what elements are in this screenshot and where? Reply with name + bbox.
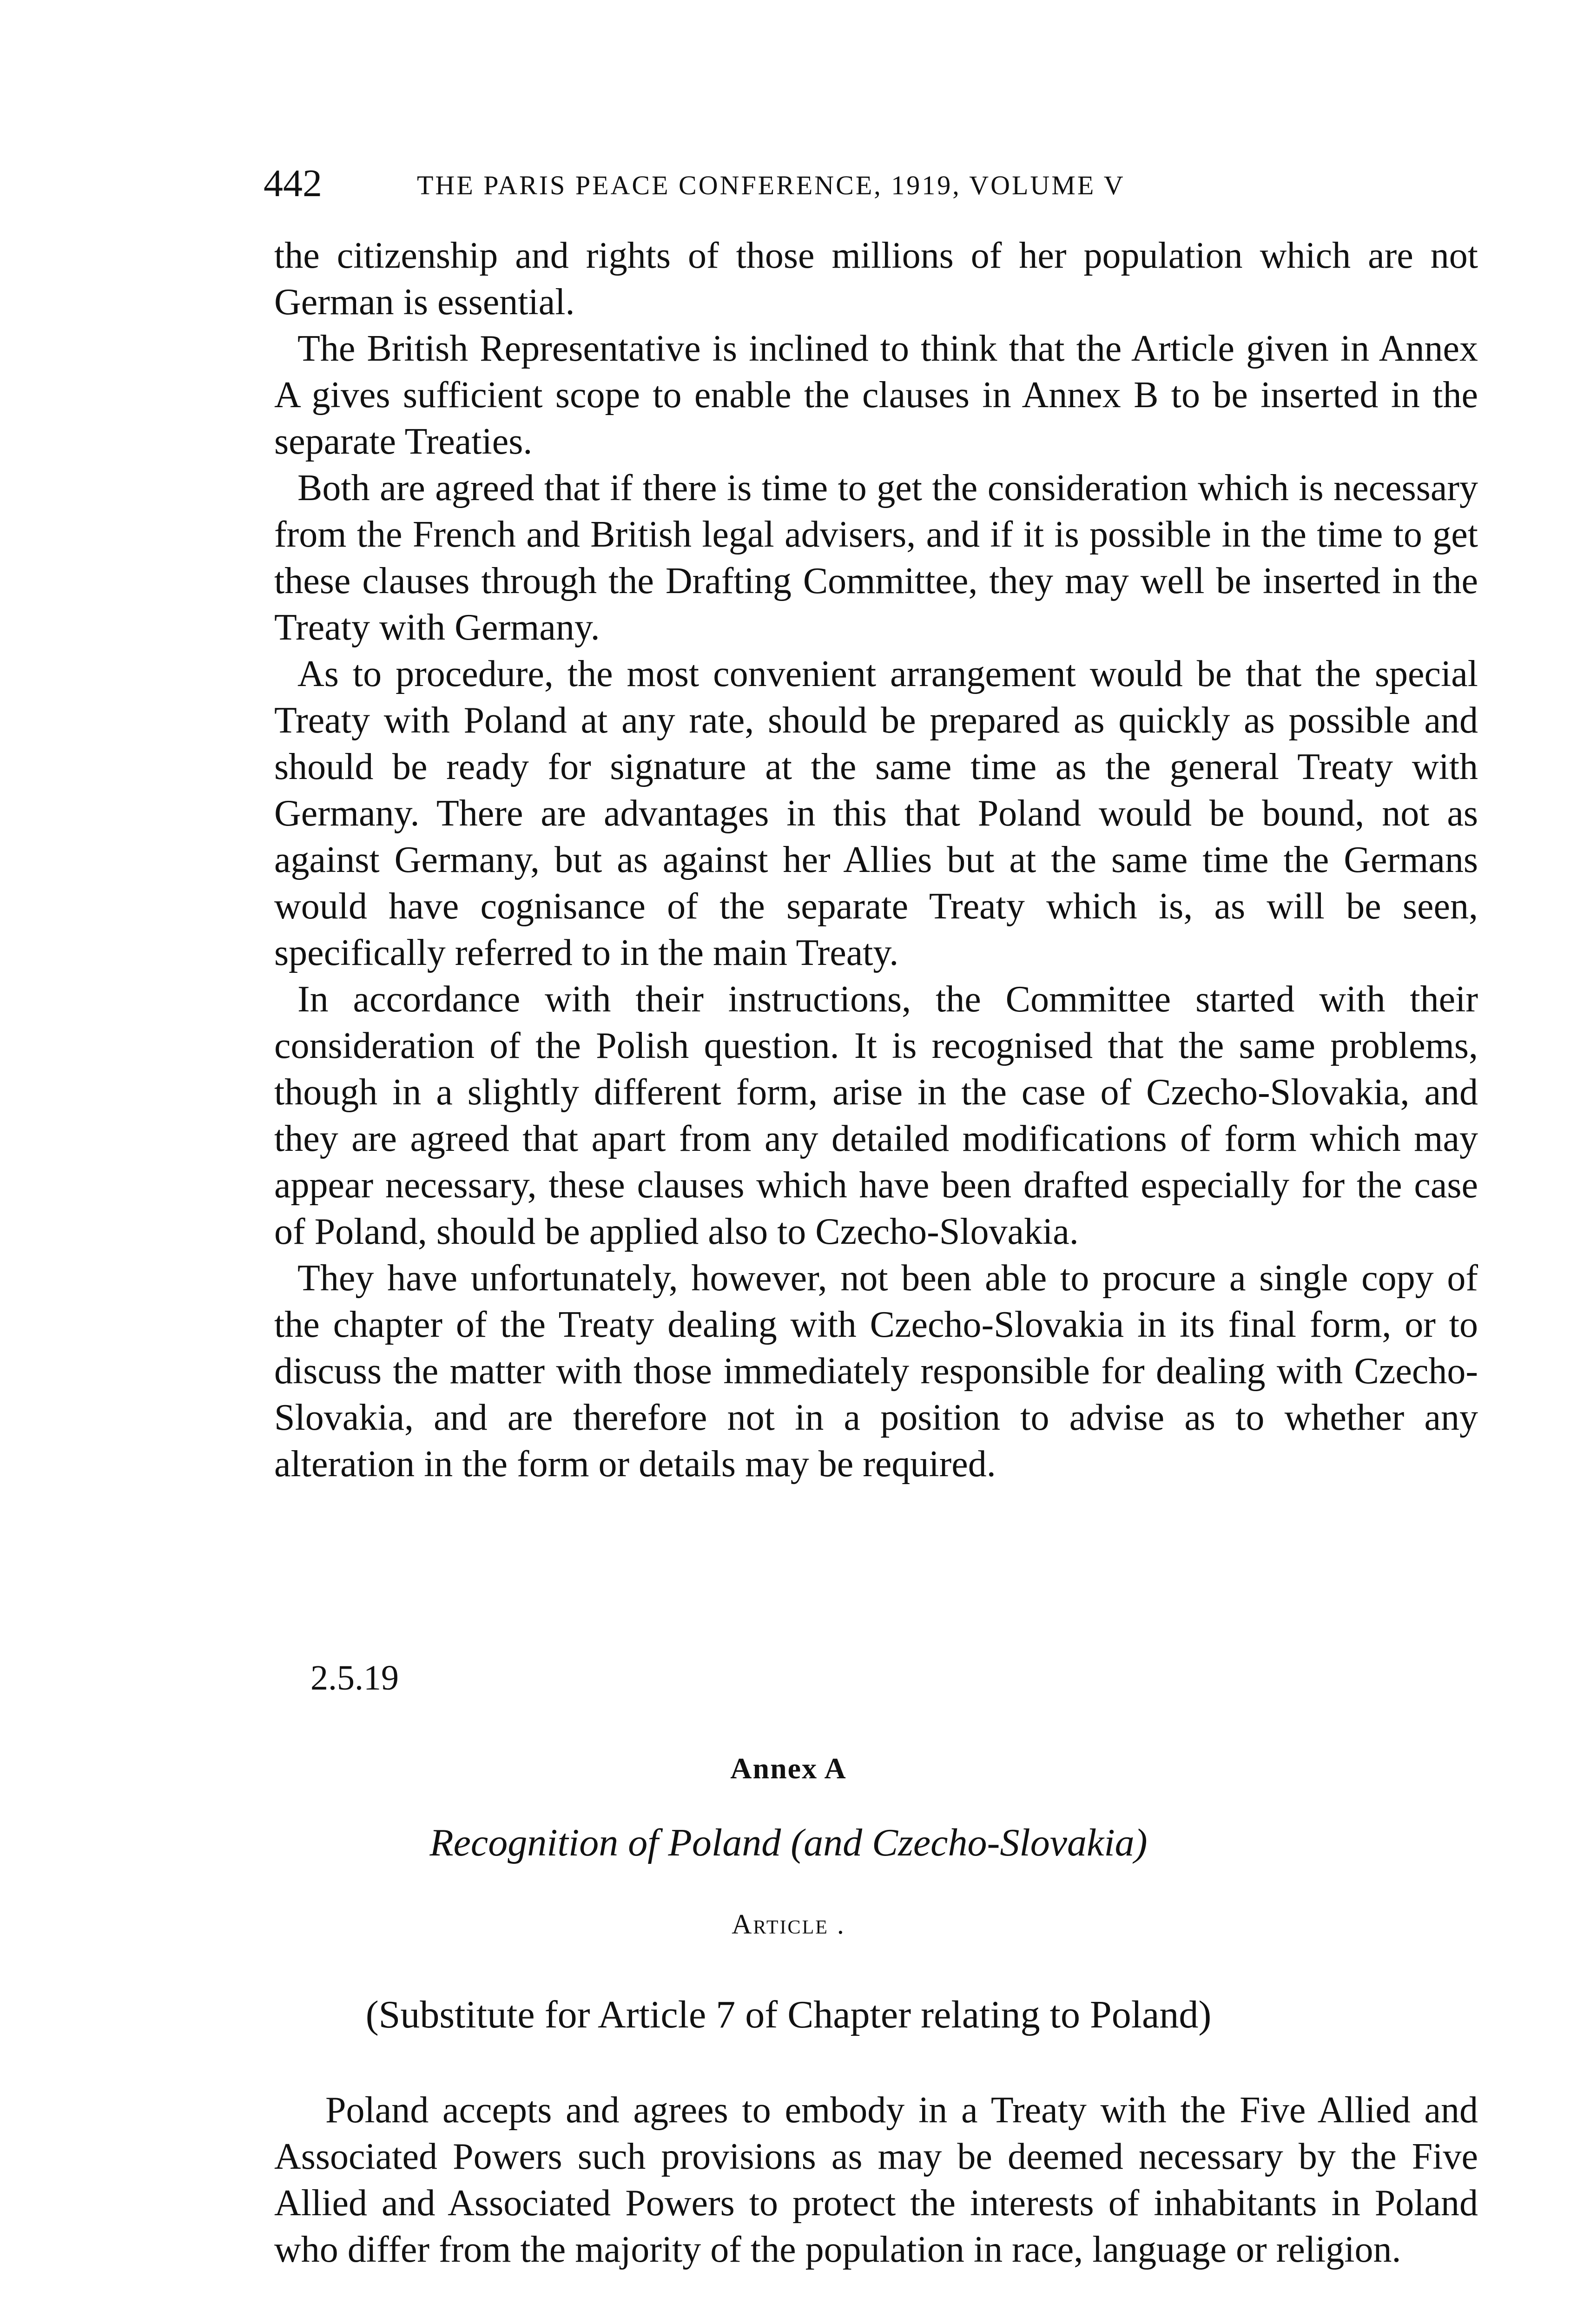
- running-title: THE PARIS PEACE CONFERENCE, 1919, VOLUME V: [417, 170, 1125, 200]
- document-date: 2.5.19: [310, 1658, 399, 1697]
- article-heading: Article .: [732, 1909, 845, 1940]
- paragraph-continuation: the citizenship and rights of those millions of her population which are not German is essential.: [274, 235, 1478, 323]
- annex-subtitle: Recognition of Poland (and Czecho-Slovakia): [429, 1821, 1148, 1864]
- article-text: Poland accepts and agrees to embody in a Treaty with the Five Allied and Associated Powers such provisions as may be deemed necessary by the Five Allied and Associated Powers to protect the interests of inhabitants in Poland who differ from the majority of the population in race, language or religion.: [274, 2090, 1478, 2270]
- paragraph-procedure: As to procedure, the most convenient arrangement would be that the special Treaty with Poland at any rate, should be prepared as quickly as possible and should be ready for signature at the same time as the general Treaty with Germany. There are advantages in this that Poland would be bound, not as against Germany, but as against her Allies but at the same time the Germans would have cognisance of the separate Treaty which is, as will be seen, specifically referred to in the main Treaty.: [274, 654, 1478, 973]
- article-note: (Substitute for Article 7 of Chapter relating to Poland): [365, 1993, 1212, 2036]
- page-number: 442: [264, 162, 322, 205]
- paragraph-czecho-slovakia: They have unfortunately, however, not been able to procure a single copy of the chapter of the Treaty dealing with Czecho-Slovakia in its final form, or to discuss the matter with those immediately responsible for dealing with Czecho-Slovakia, and are therefore not in a position to advise as to whether any alteration in the form or details may be required.: [274, 1258, 1478, 1485]
- running-header: [264, 158, 1342, 209]
- paragraph-british-representative: The British Representative is inclined to think that the Article given in Annex A gives sufficient scope to enable the clauses in Annex B to be inserted in the separate Treaties.: [274, 328, 1478, 462]
- body-text: [274, 232, 1478, 1487]
- paragraph-instructions: In accordance with their instructions, the Committee started with their consideration of the Polish question. It is recognised that the same problems, though in a slightly different form, arise in the case of Czecho-Slovakia, and they are agreed that apart from any detailed modifications of form which may appear necessary, these clauses which have been drafted especially for the case of Poland, should be applied also to Czecho-Slovakia.: [274, 979, 1478, 1252]
- paragraph-both-agreed: Both are agreed that if there is time to get the consideration which is necessary from the French and British legal advisers, and if it is possible in the time to get these clauses through the Drafting Committee, they may well be inserted in the Treaty with Germany.: [274, 468, 1478, 648]
- annex-heading: Annex A: [730, 1752, 847, 1785]
